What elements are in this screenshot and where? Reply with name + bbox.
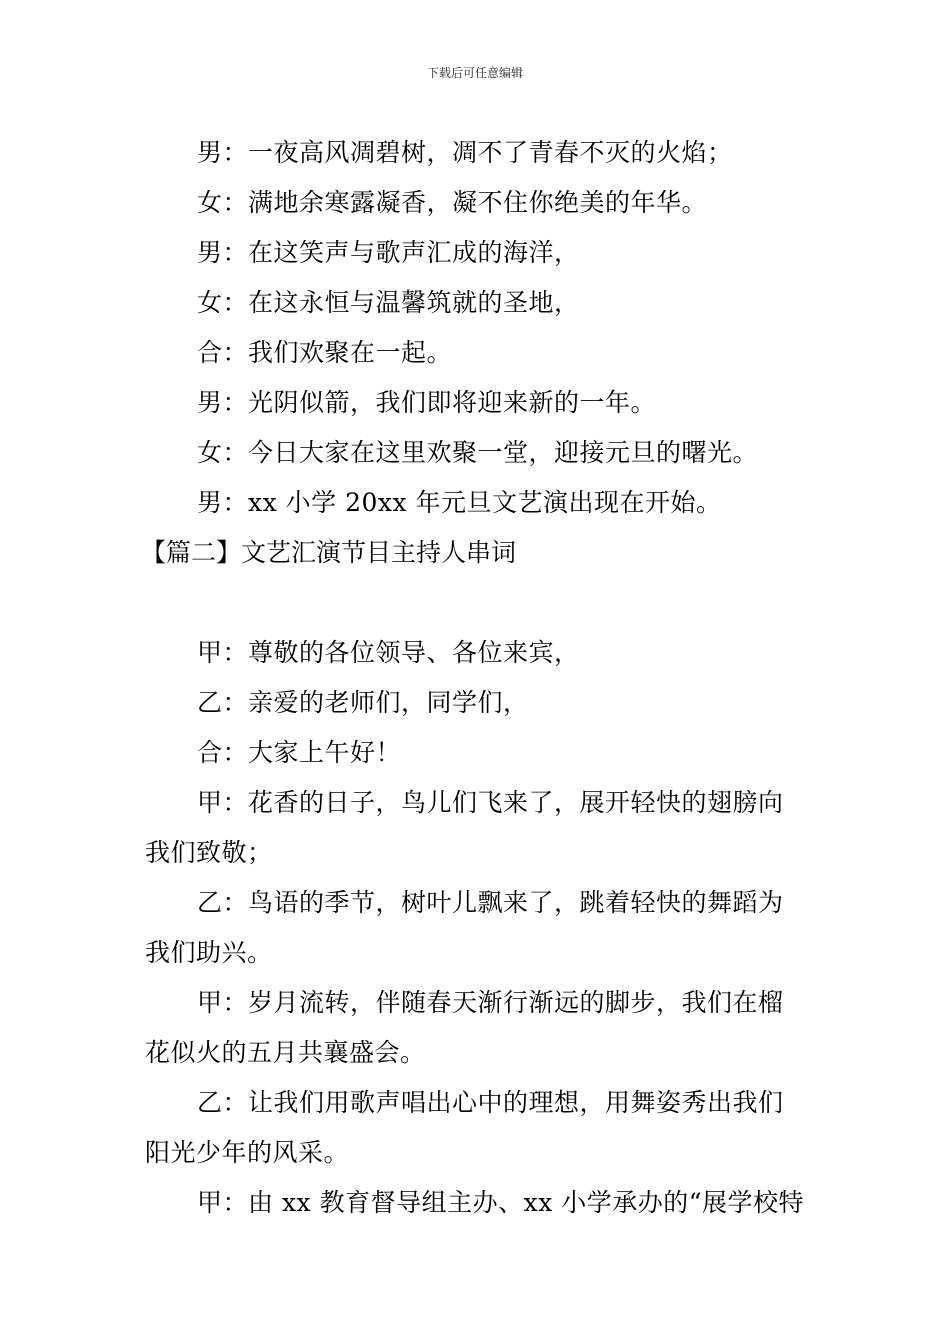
dialogue-continuation: 花似火的五月共襄盛会。 — [145, 1038, 426, 1067]
dialogue-line: 甲：尊敬的各位领导、各位来宾， — [197, 638, 580, 667]
dialogue-line: 男：在这笑声与歌声汇成的海洋， — [197, 238, 580, 267]
dialogue-line: 甲：岁月流转，伴随春天渐行渐远的脚步，我们在榴 — [197, 988, 784, 1017]
document-body — [141, 128, 810, 1228]
dialogue-line: 合：我们欢聚在一起。 — [197, 338, 453, 367]
dialogue-line: 女：满地余寒露凝香，凝不住你绝美的年华。 — [197, 188, 708, 217]
dialogue-continuation: 阳光少年的风采。 — [145, 1138, 350, 1167]
dialogue-line: 甲：花香的日子，鸟儿们飞来了，展开轻快的翅膀向 — [197, 788, 784, 817]
dialogue-continuation: 我们助兴。 — [145, 938, 273, 967]
dialogue-line: 女：在这永恒与温馨筑就的圣地， — [197, 288, 580, 317]
dialogue-line: 男：光阴似箭，我们即将迎来新的一年。 — [197, 388, 657, 417]
section-title: 【篇二】文艺汇演节目主持人串词 — [141, 538, 517, 567]
dialogue-continuation: 我们致敬； — [145, 838, 273, 867]
dialogue-line: 男：xx 小学 20xx 年元旦文艺演出现在开始。 — [197, 488, 722, 517]
page-header: 下载后可任意编辑 — [426, 66, 523, 80]
dialogue-line: 甲：由 xx 教育督导组主办、xx 小学承办的“展学校特 — [197, 1188, 805, 1217]
dialogue-line: 乙：让我们用歌声唱出心中的理想，用舞姿秀出我们 — [197, 1088, 784, 1117]
dialogue-line: 乙：鸟语的季节，树叶儿飘来了，跳着轻快的舞蹈为 — [197, 888, 784, 917]
dialogue-line: 合：大家上午好！ — [197, 738, 402, 767]
dialogue-line: 男：一夜高风凋碧树，凋不了青春不灭的火焰； — [197, 138, 733, 167]
dialogue-line: 乙：亲爱的老师们，同学们， — [197, 688, 529, 717]
blank-line — [145, 578, 810, 628]
dialogue-line: 女：今日大家在这里欢聚一堂，迎接元旦的曙光。 — [197, 438, 759, 467]
